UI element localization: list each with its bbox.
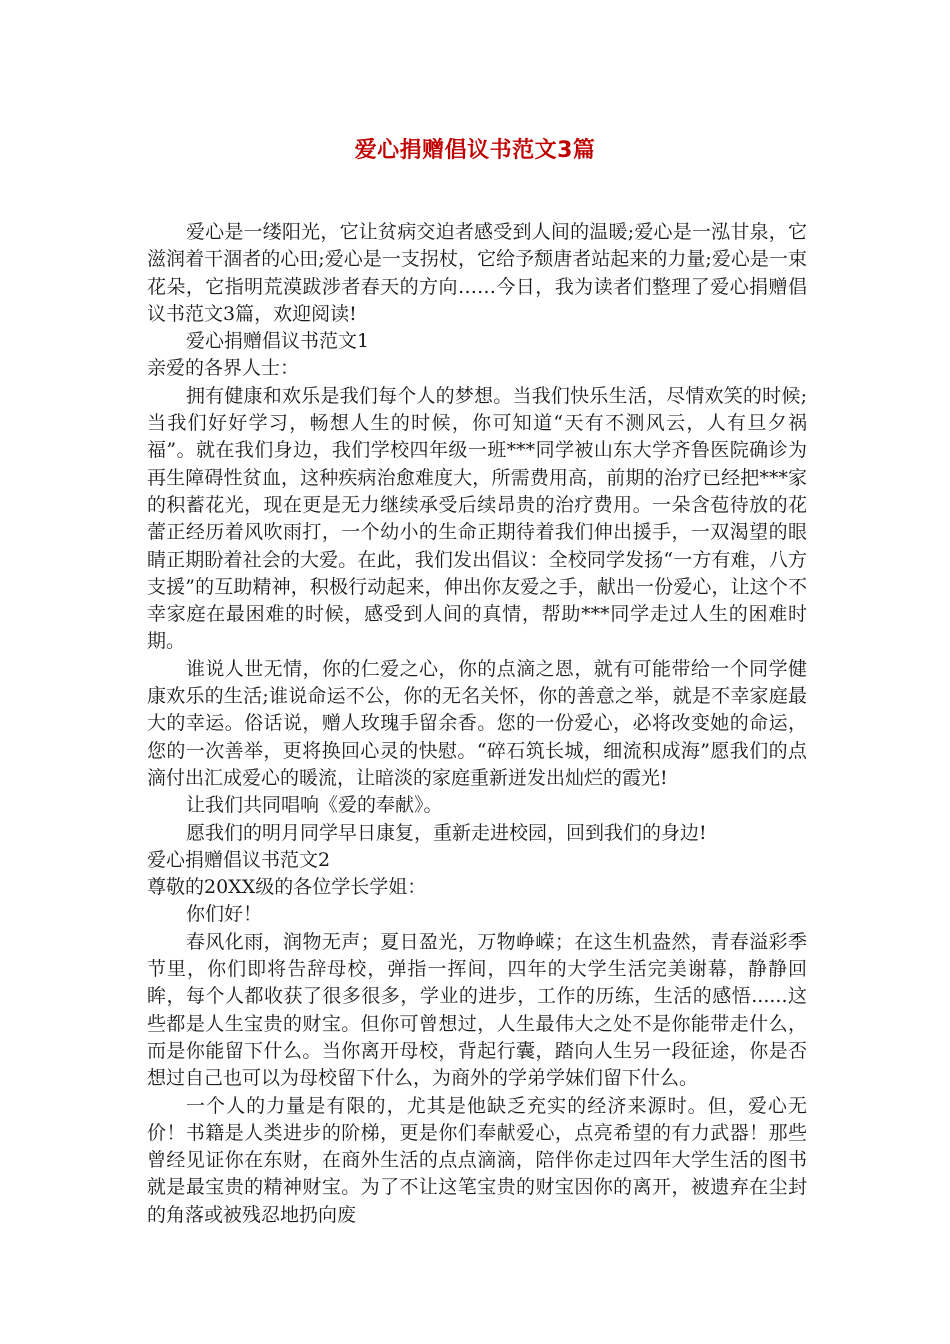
salutation: 尊敬的20XX级的各位学长学姐：: [147, 876, 427, 899]
document-body: [147, 219, 807, 1229]
intro-paragraph: 爱心是一缕阳光，它让贫病交迫者感受到人间的温暖;爱心是一泓甘泉，它滋润着干涸者的心田;爱心是一支拐杖，它给予颓唐者站起来的力量;爱心是一束花朵，它指明荒漠跋涉者春天的方向……今日，我为读者们整理了爱心捐赠倡议书范文3篇，欢迎阅读!: [147, 221, 807, 325]
body-paragraph: 愿我们的明月同学早日康复，重新走进校园，回到我们的身边!: [185, 821, 707, 844]
page-title: 爱心捐赠倡议书范文3篇: [354, 138, 596, 163]
greeting: 你们好！: [185, 903, 262, 926]
salutation: 亲爱的各界人士：: [147, 357, 300, 380]
body-paragraph: 拥有健康和欢乐是我们每个人的梦想。当我们快乐生活，尽情欢笑的时候;当我们好好学习，畅想人生的时候，你可知道“天有不测风云，人有旦夕祸福”。就在我们身边，我们学校四年级一班***同学被山东大学齐鲁医院确诊为再生障碍性贫血，这种疾病治愈难度大，所需费用高，前期的治疗已经把***家的积蓄花光，现在更是无力继续承受后续昂贵的治疗费用。一朵含苞待放的花蕾正经历着风吹雨打，一个幼小的生命正期待着我们伸出援手，一双渴望的眼睛正期盼着社会的大爱。在此，我们发出倡议：全校同学发扬“一方有难，八方支援”的互助精神，积极行动起来，伸出你友爱之手，献出一份爱心，让这个不幸家庭在最困难的时候，感受到人间的真情，帮助***同学走过人生的困难时期。: [147, 384, 807, 653]
section-heading-2: 爱心捐赠倡议书范文2: [147, 848, 331, 871]
body-paragraph: 谁说人世无情，你的仁爱之心，你的点滴之恩，就有可能带给一个同学健康欢乐的生活;谁说命运不公，你的无名关怀，你的善意之举，就是不幸家庭最大的幸运。俗话说，赠人玫瑰手留余香。您的一份爱心，必将改变她的命运，您的一次善举，更将换回心灵的快慰。“碎石筑长城，细流积成海”愿我们的点滴付出汇成爱心的暖流，让暗淡的家庭重新迸发出灿烂的霞光!: [147, 657, 807, 789]
body-paragraph: 一个人的力量是有限的，尤其是他缺乏充实的经济来源时。但，爱心无价！书籍是人类进步的阶梯，更是你们奉献爱心，点亮希望的有力武器！那些曾经见证你在东财，在商外生活的点点滴滴，陪伴你走过四年大学生活的图书就是最宝贵的精神财宝。为了不让这笔宝贵的财宝因你的离开，被遗弃在尘封的角落或被残忍地扔向废: [147, 1094, 807, 1226]
body-paragraph: 春风化雨，润物无声；夏日盈光，万物峥嵘；在这生机盎然，青春溢彩季节里，你们即将告辞母校，弹指一挥间，四年的大学生活完美谢幕，静静回眸，每个人都收获了很多很多，学业的进步，工作的历练，生活的感悟......这些都是人生宝贵的财宝。但你可曾想过，人生最伟大之处不是你能带走什么，而是你能留下什么。当你离开母校，背起行囊，踏向人生另一段征途，你是否想过自己也可以为母校留下什么，为商外的学弟学妹们留下什么。: [147, 930, 807, 1090]
body-paragraph: 让我们共同唱响《爱的奉献》。: [185, 794, 443, 817]
section-heading-1: 爱心捐赠倡议书范文1: [185, 330, 370, 353]
